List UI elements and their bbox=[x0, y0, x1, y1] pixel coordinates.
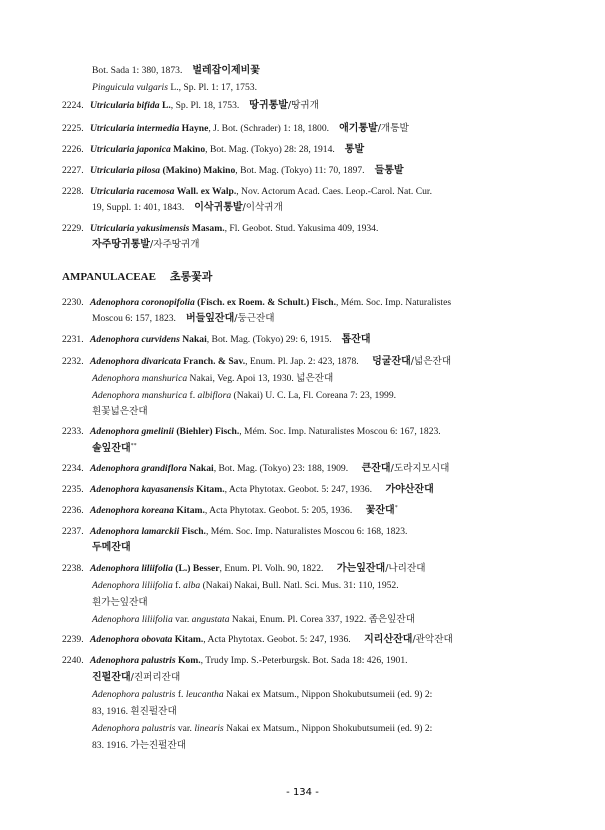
scientific-name: Utricularia intermedia bbox=[90, 123, 180, 134]
entry-number: 2234. bbox=[62, 463, 84, 474]
korean-synonym: 흰꽃넓은잔대 bbox=[92, 406, 148, 417]
korean-synonym: 흰가는잎잔대 bbox=[92, 597, 148, 608]
citation-text: f. bbox=[172, 580, 184, 591]
citation-text: 19, Suppl. 1: 401, 1843. bbox=[92, 202, 185, 213]
entry-line bbox=[92, 703, 177, 721]
korean-name: 애기통발 bbox=[339, 123, 378, 134]
entry-number: 2236. bbox=[62, 505, 84, 516]
citation-text: , Acta Phytotax. Geobot. 5: 247, 1936. bbox=[224, 484, 372, 495]
entry-number: 2237. bbox=[62, 526, 84, 537]
footnote-mark: ** bbox=[130, 442, 137, 449]
author-name: Kitam. bbox=[172, 634, 204, 645]
scientific-name: Adenophora manshurica bbox=[92, 373, 188, 384]
korean-name: 두메잔대 bbox=[92, 542, 131, 553]
entry-line bbox=[62, 162, 404, 180]
korean-synonym: /관악잔대 bbox=[412, 634, 453, 645]
citation-text: f. bbox=[175, 689, 186, 700]
entry-line bbox=[92, 440, 137, 458]
scientific-name: Utricularia japonica bbox=[90, 144, 171, 155]
scientific-name: Utricularia racemosa bbox=[90, 186, 175, 197]
entry-line bbox=[62, 183, 432, 201]
citation-text: , Mém. Soc. Imp. Naturalistes Moscou 6: 168, 1823. bbox=[205, 526, 408, 537]
korean-synonym: /개통발 bbox=[377, 123, 409, 134]
citation-text: , Nov. Actorum Acad. Caes. Leop.-Carol. Nat. Cur. bbox=[236, 186, 432, 197]
citation-text: , Trudy Imp. S.-Peterburgsk. Bot. Sada 18: 426, 1901. bbox=[200, 655, 408, 666]
scientific-name: alba bbox=[183, 580, 201, 591]
entry-line bbox=[62, 481, 434, 499]
scientific-name: Adenophora palustris bbox=[90, 655, 176, 666]
entry-number: 2235. bbox=[62, 484, 84, 495]
entry-line bbox=[92, 79, 257, 97]
korean-synonym: /나리잔대 bbox=[385, 563, 426, 574]
entry-number: 2238. bbox=[62, 563, 84, 574]
family-name: AMPANULACEAE bbox=[62, 271, 156, 283]
entry-number: 2232. bbox=[62, 356, 84, 367]
author-name: Kom. bbox=[175, 655, 201, 666]
korean-synonym: /둥근잔대 bbox=[234, 313, 275, 324]
entry-line bbox=[92, 370, 333, 388]
entry-number: 2233. bbox=[62, 426, 84, 437]
entry-number: 2229. bbox=[62, 223, 84, 234]
entry-line bbox=[62, 331, 371, 349]
citation-text: Nakai ex Matsum., Nippon Shokubutsumeii (ed. 9) 2: bbox=[223, 723, 433, 734]
entry-number: 2228. bbox=[62, 186, 84, 197]
entry-line bbox=[92, 62, 260, 80]
scientific-name: Adenophora curvidens bbox=[90, 334, 180, 345]
korean-name: 진펄잔대 bbox=[92, 672, 131, 683]
citation-text: , J. Bot. (Schrader) 1: 18, 1800. bbox=[208, 123, 330, 134]
korean-name: 자주땅귀통발 bbox=[92, 239, 150, 250]
citation-text: 83. 1916. bbox=[92, 740, 131, 751]
author-name: Kitam. bbox=[173, 505, 205, 516]
korean-name: 통발 bbox=[344, 144, 365, 155]
citation-text: , Bot. Mag. (Tokyo) 29: 6, 1915. bbox=[206, 334, 332, 345]
scientific-name: linearis bbox=[194, 723, 224, 734]
scientific-name: Utricularia pilosa bbox=[90, 165, 161, 176]
citation-text: (Nakai) U. C. La, Fl. Coreana 7: 23, 1999. bbox=[231, 390, 397, 401]
entry-line bbox=[92, 577, 399, 595]
korean-name: 톱잔대 bbox=[341, 334, 371, 345]
korean-synonym: /땅귀개 bbox=[287, 100, 319, 111]
scientific-name: leucantha bbox=[185, 689, 224, 700]
korean-name: 버들잎잔대 bbox=[185, 313, 235, 324]
scientific-name: Utricularia bifida bbox=[90, 100, 160, 111]
korean-synonym: 가는진펄잔대 bbox=[130, 740, 186, 751]
entry-number: 2239. bbox=[62, 634, 84, 645]
scientific-name: Adenophora divaricata bbox=[90, 356, 181, 367]
entry-line bbox=[62, 220, 378, 238]
author-name: Hayne bbox=[179, 123, 209, 134]
korean-name: 꽃잔대 bbox=[362, 505, 395, 516]
author-name: Makino bbox=[170, 144, 206, 155]
entry-number: 2225. bbox=[62, 123, 84, 134]
author-name: Wall. ex Walp. bbox=[174, 186, 237, 197]
korean-synonym: 좁은잎잔대 bbox=[368, 614, 415, 625]
korean-name: 지리산잔대 bbox=[360, 634, 413, 645]
entry-line bbox=[62, 423, 441, 441]
korean-name: 이삭귀통발 bbox=[194, 202, 243, 213]
scientific-name: Adenophora liliifolia bbox=[92, 614, 173, 625]
citation-text: , Acta Phytotax. Geobot. 5: 205, 1936. bbox=[204, 505, 353, 516]
citation-text: , Bot. Mag. (Tokyo) 11: 70, 1897. bbox=[235, 165, 365, 176]
korean-synonym: /자주땅귀개 bbox=[149, 239, 200, 250]
footnote-mark: * bbox=[394, 504, 398, 511]
citation-text: Moscou 6: 157, 1823. bbox=[92, 313, 176, 324]
author-name: (Fisch. ex Roem. & Schult.) Fisch. bbox=[194, 297, 336, 308]
citation-text: , Enum. Pl. Volh. 90, 1822. bbox=[219, 563, 324, 574]
citation-text: Nakai, Veg. Apoi 13, 1930. bbox=[187, 373, 297, 384]
entry-number: 2226. bbox=[62, 144, 84, 155]
author-name: Masam. bbox=[189, 223, 225, 234]
entry-line bbox=[92, 720, 432, 738]
entry-line bbox=[62, 460, 449, 478]
scientific-name: Adenophora lamarckii bbox=[90, 526, 180, 537]
citation-text: 83, 1916. bbox=[92, 706, 131, 717]
entry-line bbox=[92, 686, 432, 704]
entry-line bbox=[62, 294, 451, 312]
citation-text: var. bbox=[175, 723, 195, 734]
citation-text: var. bbox=[172, 614, 192, 625]
korean-synonym: 흰진펄잔대 bbox=[130, 706, 177, 717]
korean-name: 가는잎잔대 bbox=[333, 563, 386, 574]
korean-name: 큰잔대 bbox=[358, 463, 391, 474]
scientific-name: Adenophora coronopifolia bbox=[90, 297, 195, 308]
entry-number: 2231. bbox=[62, 334, 84, 345]
author-name: (L.) Besser bbox=[172, 563, 220, 574]
entry-number: 2227. bbox=[62, 165, 84, 176]
scientific-name: Adenophora liliifolia bbox=[90, 563, 173, 574]
page-number: - 134 - bbox=[286, 787, 319, 798]
entry-line bbox=[92, 403, 148, 421]
scientific-name: albiflora bbox=[197, 390, 232, 401]
entry-line bbox=[62, 631, 453, 649]
citation-text: Nakai ex Matsum., Nippon Shokubutsumeii (ed. 9) 2: bbox=[223, 689, 433, 700]
scientific-name: Adenophora koreana bbox=[90, 505, 174, 516]
scientific-name: Adenophora grandiflora bbox=[90, 463, 187, 474]
author-name: Franch. & Sav. bbox=[180, 356, 246, 367]
citation-text: , Bot. Mag. (Tokyo) 28: 28, 1914. bbox=[205, 144, 335, 155]
author-name: Nakai bbox=[179, 334, 207, 345]
korean-name: 벌레잡이제비꽃 bbox=[192, 65, 260, 76]
citation-text: , Fl. Geobot. Stud. Yakusima 409, 1934. bbox=[224, 223, 379, 234]
citation-text: , Enum. Pl. Jap. 2: 423, 1878. bbox=[245, 356, 359, 367]
korean-name: 솔잎잔대 bbox=[92, 443, 131, 454]
entry-line bbox=[92, 236, 200, 254]
citation-text: f. bbox=[187, 390, 198, 401]
citation-text: , Bot. Mag. (Tokyo) 23: 188, 1909. bbox=[213, 463, 349, 474]
entry-line bbox=[92, 539, 131, 557]
entry-line bbox=[62, 652, 408, 670]
entry-number: 2224. bbox=[62, 100, 84, 111]
citation-text: , Acta Phytotax. Geobot. 5: 247, 1936. bbox=[203, 634, 351, 645]
entry-line bbox=[92, 387, 396, 405]
entry-line bbox=[92, 594, 148, 612]
korean-synonym: /이삭귀개 bbox=[242, 202, 283, 213]
korean-synonym: /도라지모시대 bbox=[390, 463, 450, 474]
citation-text: L., Sp. Pl. 1: 17, 1753. bbox=[167, 82, 257, 93]
korean-synonym: /넓은잔대 bbox=[410, 356, 452, 367]
citation-text: , Mém. Soc. Imp. Naturalistes bbox=[335, 297, 452, 308]
citation-text: (Nakai) Nakai, Bull. Natl. Sci. Mus. 31: 110, 1952. bbox=[200, 580, 399, 591]
scientific-name: Adenophora manshurica bbox=[92, 390, 188, 401]
entry-line bbox=[62, 523, 407, 541]
entry-line bbox=[92, 737, 186, 755]
scientific-name: Adenophora liliifolia bbox=[92, 580, 173, 591]
scientific-name: Adenophora palustris bbox=[92, 723, 176, 734]
entry-line bbox=[62, 120, 409, 138]
citation-text: Bot. Sada 1: 380, 1873. bbox=[92, 65, 183, 76]
entry-line bbox=[62, 268, 212, 287]
author-name: Nakai bbox=[186, 463, 214, 474]
entry-line bbox=[92, 199, 283, 217]
author-name: (Makino) Makino bbox=[160, 165, 236, 176]
entry-number: 2230. bbox=[62, 297, 84, 308]
author-name: Fisch. bbox=[179, 526, 206, 537]
entry-line bbox=[62, 502, 398, 520]
citation-text: , Mém. Soc. Imp. Naturalistes Moscou 6: 167, 1823. bbox=[239, 426, 441, 437]
scientific-name: Adenophora obovata bbox=[90, 634, 173, 645]
entry-line bbox=[62, 97, 319, 115]
korean-name: 땅귀통발 bbox=[249, 100, 288, 111]
entry-line bbox=[92, 669, 180, 687]
scientific-name: Adenophora kayasanensis bbox=[90, 484, 194, 495]
korean-name: 가야산잔대 bbox=[381, 484, 434, 495]
scientific-name: Adenophora gmelinii bbox=[90, 426, 174, 437]
korean-name: 들통발 bbox=[374, 165, 404, 176]
family-korean-name: 초롱꽃과 bbox=[169, 270, 213, 283]
entry-line bbox=[62, 353, 451, 371]
korean-name: 덩굴잔대 bbox=[368, 356, 411, 367]
entry-line bbox=[62, 141, 364, 159]
entry-number: 2240. bbox=[62, 655, 84, 666]
korean-synonym: /진퍼리잔대 bbox=[130, 672, 181, 683]
author-name: Kitam. bbox=[193, 484, 225, 495]
korean-synonym: 넓은잔대 bbox=[296, 373, 334, 384]
scientific-name: Utricularia yakusimensis bbox=[90, 223, 190, 234]
citation-text: Nakai, Enum. Pl. Corea 337, 1922. bbox=[229, 614, 369, 625]
scientific-name: Pinguicula vulgaris bbox=[92, 82, 168, 93]
author-name: (Biehler) Fisch. bbox=[173, 426, 240, 437]
entry-line bbox=[62, 560, 426, 578]
entry-line bbox=[92, 611, 415, 629]
author-name: L. bbox=[159, 100, 171, 111]
citation-text: , Sp. Pl. 18, 1753. bbox=[170, 100, 240, 111]
scientific-name: Adenophora palustris bbox=[92, 689, 176, 700]
entry-line bbox=[92, 310, 275, 328]
scientific-name: angustata bbox=[191, 614, 230, 625]
